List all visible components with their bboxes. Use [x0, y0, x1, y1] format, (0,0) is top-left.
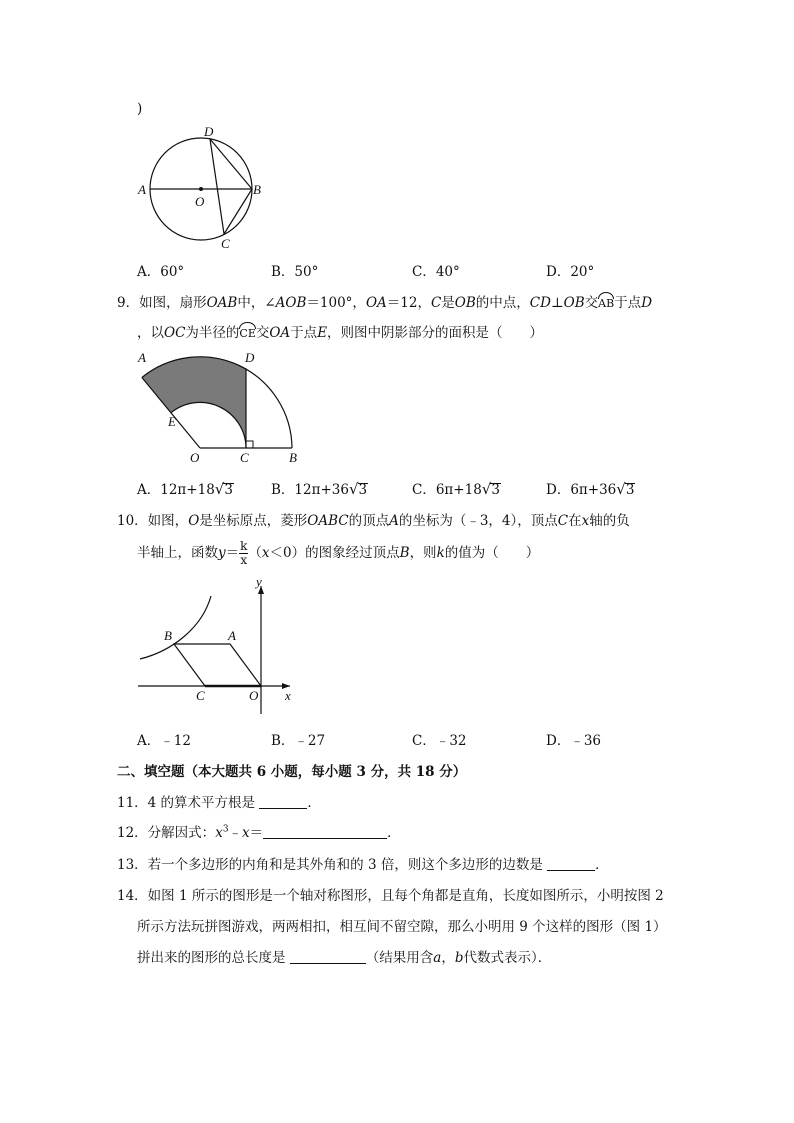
- q8-label-a: A: [138, 182, 146, 197]
- q10-label-b: B: [164, 628, 172, 643]
- q9-label-e: E: [168, 414, 176, 429]
- q10-label-c: C: [196, 688, 205, 703]
- q8-option-a: A．60°: [137, 264, 185, 280]
- q9-label-b: B: [289, 450, 297, 465]
- q9-option-d: D．6π+36√3: [546, 480, 635, 498]
- q14-line3: 拼出来的图形的总长度是 （结果用含a，b代数式表示）．: [137, 950, 552, 966]
- q10-option-b: B．﹣27: [271, 733, 326, 749]
- q12: 12．分解因式：$x^3﹣x=$ ．: [117, 824, 401, 841]
- q9-label-c: C: [240, 450, 249, 465]
- q10-option-a: A．﹣12: [137, 733, 191, 749]
- fraction-k-over-x: $\frac{k}{x}$: [240, 539, 248, 567]
- q9-stem-line2: ，以OC为半径的CE交OA于点E，则图中阴影部分的面积是（ ）: [137, 321, 543, 341]
- q8-label-c: C: [221, 236, 230, 251]
- q10-label-o: O: [249, 688, 259, 703]
- q10-figure: [132, 576, 302, 721]
- q8-label-b: B: [253, 182, 261, 197]
- q8-option-b: B．50°: [271, 264, 319, 280]
- q9-stem-line1: 9．如图，扇形OAB中，∠AOB＝100°，OA＝12，C是OB的中点，CD⊥OB交AB于点D: [117, 291, 652, 311]
- q8-label-d: D: [204, 124, 214, 139]
- q9-option-c: C．6π+18√3: [412, 480, 500, 498]
- q10-stem-line1: 10．如图，O是坐标原点，菱形OABC的顶点A的坐标为（﹣3，4），顶点C在x轴的负: [117, 513, 630, 529]
- q14-answer-blank: [290, 950, 366, 964]
- q8-label-o: O: [195, 194, 205, 209]
- q11: 11．4 的算术平方根是 ．: [117, 795, 321, 811]
- q10-label-x: x: [285, 688, 291, 703]
- arc-ce: CE: [239, 322, 255, 341]
- q9-label-d: D: [245, 350, 255, 365]
- q10-option-c: C．﹣32: [412, 733, 467, 749]
- q10-label-y: y: [256, 576, 262, 589]
- q9-option-a: A．12π+18√3: [137, 480, 233, 498]
- q13: 13．若一个多边形的内角和是其外角和的 3 倍，则这个多边形的边数是 ．: [117, 857, 609, 873]
- q8-figure: [132, 122, 272, 252]
- section-heading-fill-blank: 二、填空题（本大题共 6 小题，每小题 3 分，共 18 分）: [117, 764, 467, 780]
- q10-label-a: A: [228, 628, 236, 643]
- q10-option-d: D．﹣36: [546, 733, 602, 749]
- q9-option-b: B．12π+36√3: [271, 480, 368, 498]
- q8-option-d: D．20°: [546, 264, 595, 280]
- q9-figure: [132, 348, 312, 466]
- q9-label-o: O: [190, 450, 200, 465]
- q13-answer-blank: [547, 857, 595, 871]
- q14-line2: 所示方法玩拼图游戏，两两相扣，相互间不留空隙，那么小明用 9 个这样的图形（图 1）: [137, 919, 667, 935]
- q14-line1: 14．如图 1 所示的图形是一个轴对称图形，且每个角都是直角，长度如图所示，小明按图 2: [117, 888, 664, 904]
- q10-stem-line2: 半轴上，函数y＝ $\frac{k}{x}$ （x＜0）的图象经过顶点B，则k的值为（ ）: [137, 539, 540, 567]
- arc-ab: AB: [598, 292, 614, 311]
- q8-tail: ): [137, 101, 143, 117]
- q11-answer-blank: [259, 795, 307, 809]
- q12-answer-blank: [263, 825, 387, 839]
- q9-label-a: A: [138, 350, 146, 365]
- q8-option-c: C．40°: [412, 264, 460, 280]
